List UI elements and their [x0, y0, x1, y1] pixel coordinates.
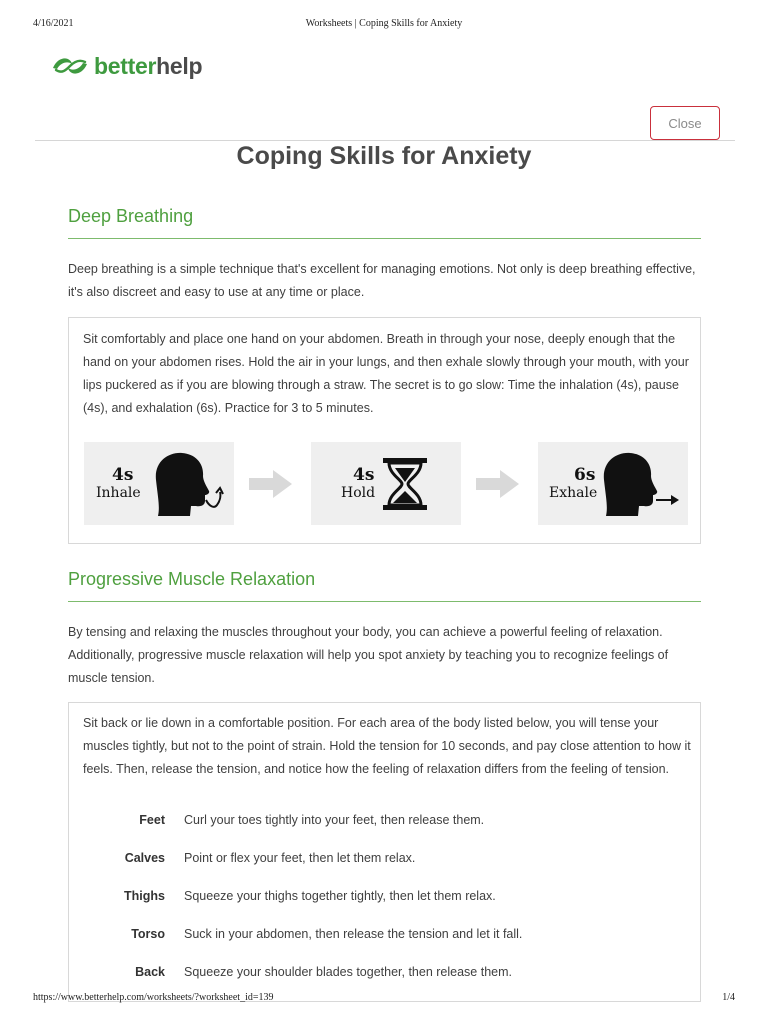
- muscle-instruction: Squeeze your shoulder blades together, then release them.: [184, 965, 512, 979]
- pmr-instructions-text: Sit back or lie down in a comfortable position. For each area of the body listed below, you will tense your muscles tightly, but not to the point of strain. Hold the tension for 10 seconds, and pay close attention to how it feels. Then, release the tension, and notice how the feeling of relaxation differs from the feeling of tension.: [83, 716, 691, 776]
- section-divider: [68, 238, 701, 239]
- hourglass-icon: [381, 456, 429, 512]
- logo-word-help: help: [156, 52, 203, 79]
- logo-wordmark: [94, 53, 202, 80]
- section-title-progressive-muscle-relaxation: Progressive Muscle Relaxation: [68, 569, 316, 589]
- step-seconds: 4s: [112, 465, 134, 485]
- muscle-part: Feet: [139, 813, 165, 827]
- muscle-instruction: Suck in your abdomen, then release the tension and let it fall.: [184, 927, 523, 941]
- muscle-instruction: Curl your toes tightly into your feet, then release them.: [184, 813, 485, 827]
- head-inhale-icon: [146, 450, 226, 518]
- page-number: 1/4: [722, 992, 735, 1003]
- print-footer: [0, 992, 768, 1006]
- step-inhale-tile: [84, 442, 234, 525]
- step-label: Inhale: [96, 485, 141, 501]
- section-title-deep-breathing: Deep Breathing: [68, 206, 194, 226]
- leaf-swirl-icon: [50, 53, 90, 79]
- muscle-part: Thighs: [124, 889, 165, 903]
- step-hold-tile: [311, 442, 461, 525]
- head-exhale-icon: [600, 450, 682, 518]
- step-label: Hold: [341, 485, 376, 501]
- close-button[interactable]: Close: [650, 106, 720, 140]
- step-seconds: 6s: [574, 465, 596, 485]
- pmr-instructions-box: [68, 702, 701, 1002]
- print-title: Worksheets | Coping Skills for Anxiety: [305, 18, 463, 29]
- step-label: Exhale: [549, 485, 598, 501]
- muscle-instruction: Point or flex your feet, then let them relax.: [184, 851, 416, 865]
- logo-word-better: better: [94, 52, 157, 79]
- section-divider: [68, 601, 701, 602]
- arrow-right-icon: [249, 469, 293, 499]
- muscle-part: Calves: [124, 851, 165, 865]
- arrow-right-icon: [476, 469, 520, 499]
- page-url: https://www.betterhelp.com/worksheets/?worksheet_id=139: [33, 992, 274, 1003]
- section-intro: By tensing and relaxing the muscles throughout your body, you can achieve a powerful feeling of relaxation. Additionally, progressive muscle relaxation will help you spot anxiety by teaching you to recognize feelings of muscle tension.: [68, 625, 669, 685]
- page-title: Coping Skills for Anxiety: [236, 142, 532, 170]
- muscle-row: [69, 851, 702, 871]
- muscle-row: [69, 813, 702, 833]
- print-date: 4/16/2021: [33, 18, 74, 29]
- muscle-row: [69, 927, 702, 947]
- section-intro: Deep breathing is a simple technique that's excellent for managing emotions. Not only is deep breathing effective, it's also discreet and easy to use at any time or place.: [68, 262, 696, 299]
- muscle-instruction: Squeeze your thighs together tightly, then let them relax.: [184, 889, 496, 903]
- print-header: [0, 18, 768, 32]
- muscle-part: Torso: [131, 927, 165, 941]
- muscle-row: [69, 889, 702, 909]
- breathing-instructions-text: Sit comfortably and place one hand on your abdomen. Breath in through your nose, deeply enough that the hand on your abdomen rises. Hold the air in your lungs, and then exhale slowly through your mouth, with your lips puckered as if you are blowing through a straw. The secret is to go slow: Time the inhalation (4s), pause (4s), and exhalation (6s). Practice for 3 to 5 minutes.: [83, 332, 689, 415]
- step-exhale-tile: [538, 442, 688, 525]
- muscle-part: Back: [135, 965, 165, 979]
- muscle-row: [69, 965, 702, 985]
- header-divider: [35, 140, 735, 141]
- betterhelp-logo[interactable]: [50, 52, 202, 80]
- breathing-instructions-box: [68, 317, 701, 544]
- step-seconds: 4s: [353, 465, 375, 485]
